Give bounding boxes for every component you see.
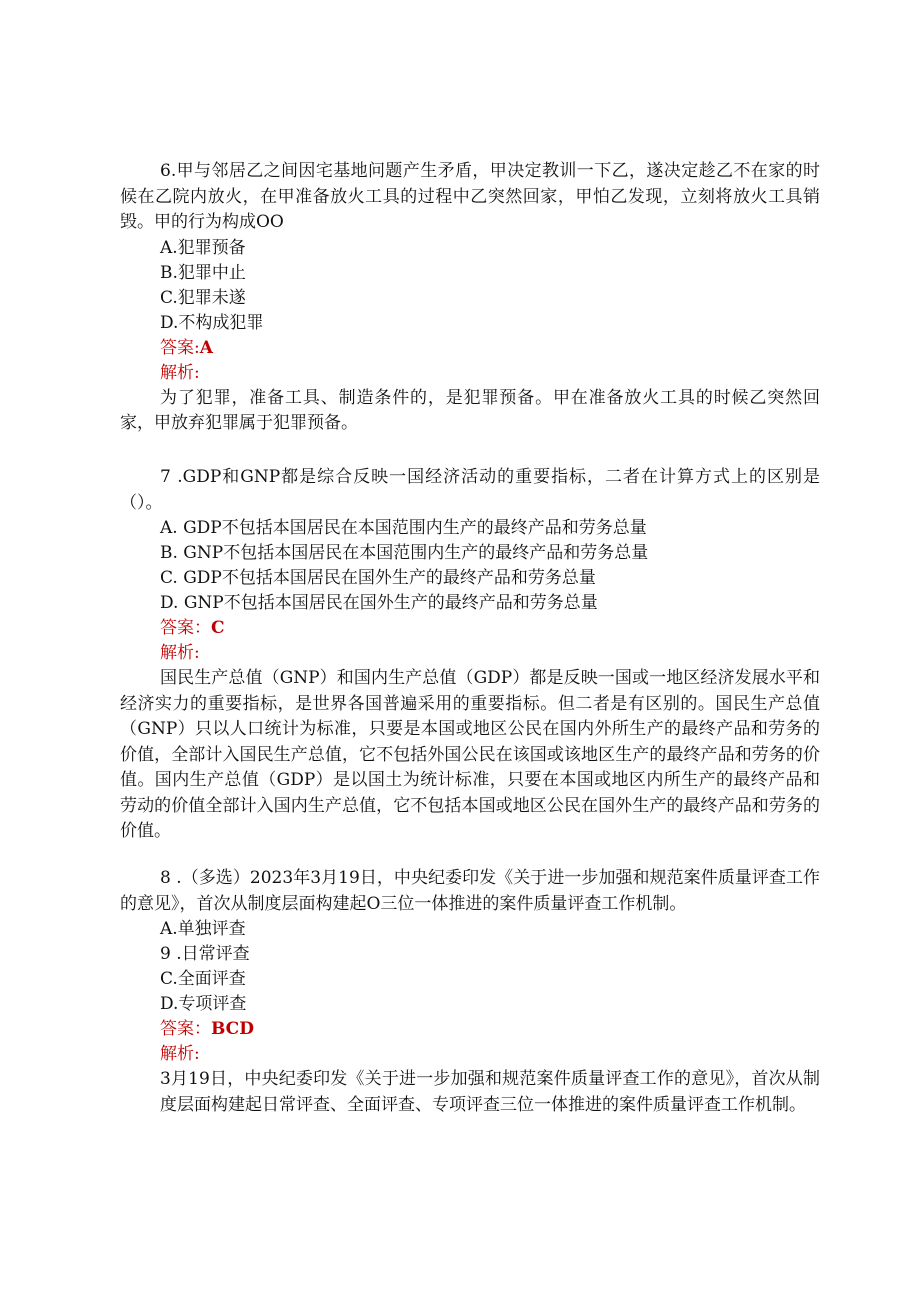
analysis-text: 3月19日，中央纪委印发《关于进一步加强和规范案件质量评查工作的意见》，首次从制度层面构建起日常评查、全面评查、专项评查三位一体推进的案件质量评查工作机制。 (160, 1069, 820, 1115)
option-c: C. GDP不包括本国居民在国外生产的最终产品和劳务总量 (160, 568, 596, 588)
question-8 (120, 866, 820, 1118)
analysis-text: 国民生产总值（GNP）和国内生产总值（GDP）都是反映一国或一地区经济发展水平和经济实力的重要指标，是世界各国普遍采用的重要指标。但二者是有区别的。国民生产总值（GNP）只以人口统计为标准，只要是本国或地区公民在国内外所生产的最终产品和劳务的价值，全部计入国民生产总值，它不包括外国公民在该国或该地区生产的最终产品和劳务的价值。国内生产总值（GDP）是以国土为统计标准，只要在本国或地区内所生产的最终产品和劳动的价值全部计入国内生产总值，它不包括本国或地区公民在国外生产的最终产品和劳务的价值。 (120, 668, 820, 841)
question-stem: 7 .GDP和GNP都是综合反映一国经济活动的重要指标，二者在计算方式上的区别是（）。 (120, 467, 820, 513)
option-c: C.犯罪未遂 (160, 287, 246, 308)
answer-line (120, 616, 820, 641)
question-stem: 8 .（多选）2023年3月19日，中央纪委印发《关于进一步加强和规范案件质量评查工作的意见》，首次从制度层面构建起O三位一体推进的案件质量评查工作机制。 (120, 868, 820, 914)
option-b: 9 .日常评查 (160, 944, 250, 964)
answer-line (120, 336, 820, 361)
question-stem: 6.甲与邻居乙之间因宅基地问题产生矛盾，甲决定教训一下乙，遂决定趁乙不在家的时候在乙院内放火，在甲准备放火工具的过程中乙突然回家，甲怕乙发现，立刻将放火工具销毁。甲的行为构成OO (120, 161, 820, 232)
option-b: B.犯罪中止 (160, 262, 246, 283)
answer-value: C (211, 618, 225, 638)
option-d: D. GNP不包括本国居民在国外生产的最终产品和劳务总量 (160, 593, 598, 613)
analysis-text: 为了犯罪，准备工具、制造条件的，是犯罪预备。甲在准备放火工具的时候乙突然回家，甲放弃犯罪属于犯罪预备。 (120, 387, 820, 433)
option-d: D.专项评查 (160, 994, 247, 1014)
answer-label: 答案: (160, 337, 200, 358)
option-b: B. GNP不包括本国居民在本国范围内生产的最终产品和劳务总量 (160, 543, 649, 563)
answer-label: 答案： (160, 1019, 211, 1039)
option-a: A.单独评查 (160, 919, 246, 939)
question-6 (120, 159, 820, 437)
answer-line (120, 1017, 820, 1042)
answer-value: A (199, 337, 213, 358)
question-7 (120, 465, 820, 845)
answer-value: BCD (211, 1019, 254, 1039)
analysis-label: 解析: (160, 362, 200, 383)
option-c: C.全面评查 (160, 969, 246, 989)
analysis-label: 解析: (160, 1044, 200, 1064)
option-a: A.犯罪预备 (160, 237, 246, 258)
answer-label: 答案： (160, 618, 211, 638)
option-d: D.不构成犯罪 (160, 312, 264, 333)
analysis-label: 解析: (160, 643, 200, 663)
option-a: A. GDP不包括本国居民在本国范围内生产的最终产品和劳务总量 (160, 518, 647, 538)
